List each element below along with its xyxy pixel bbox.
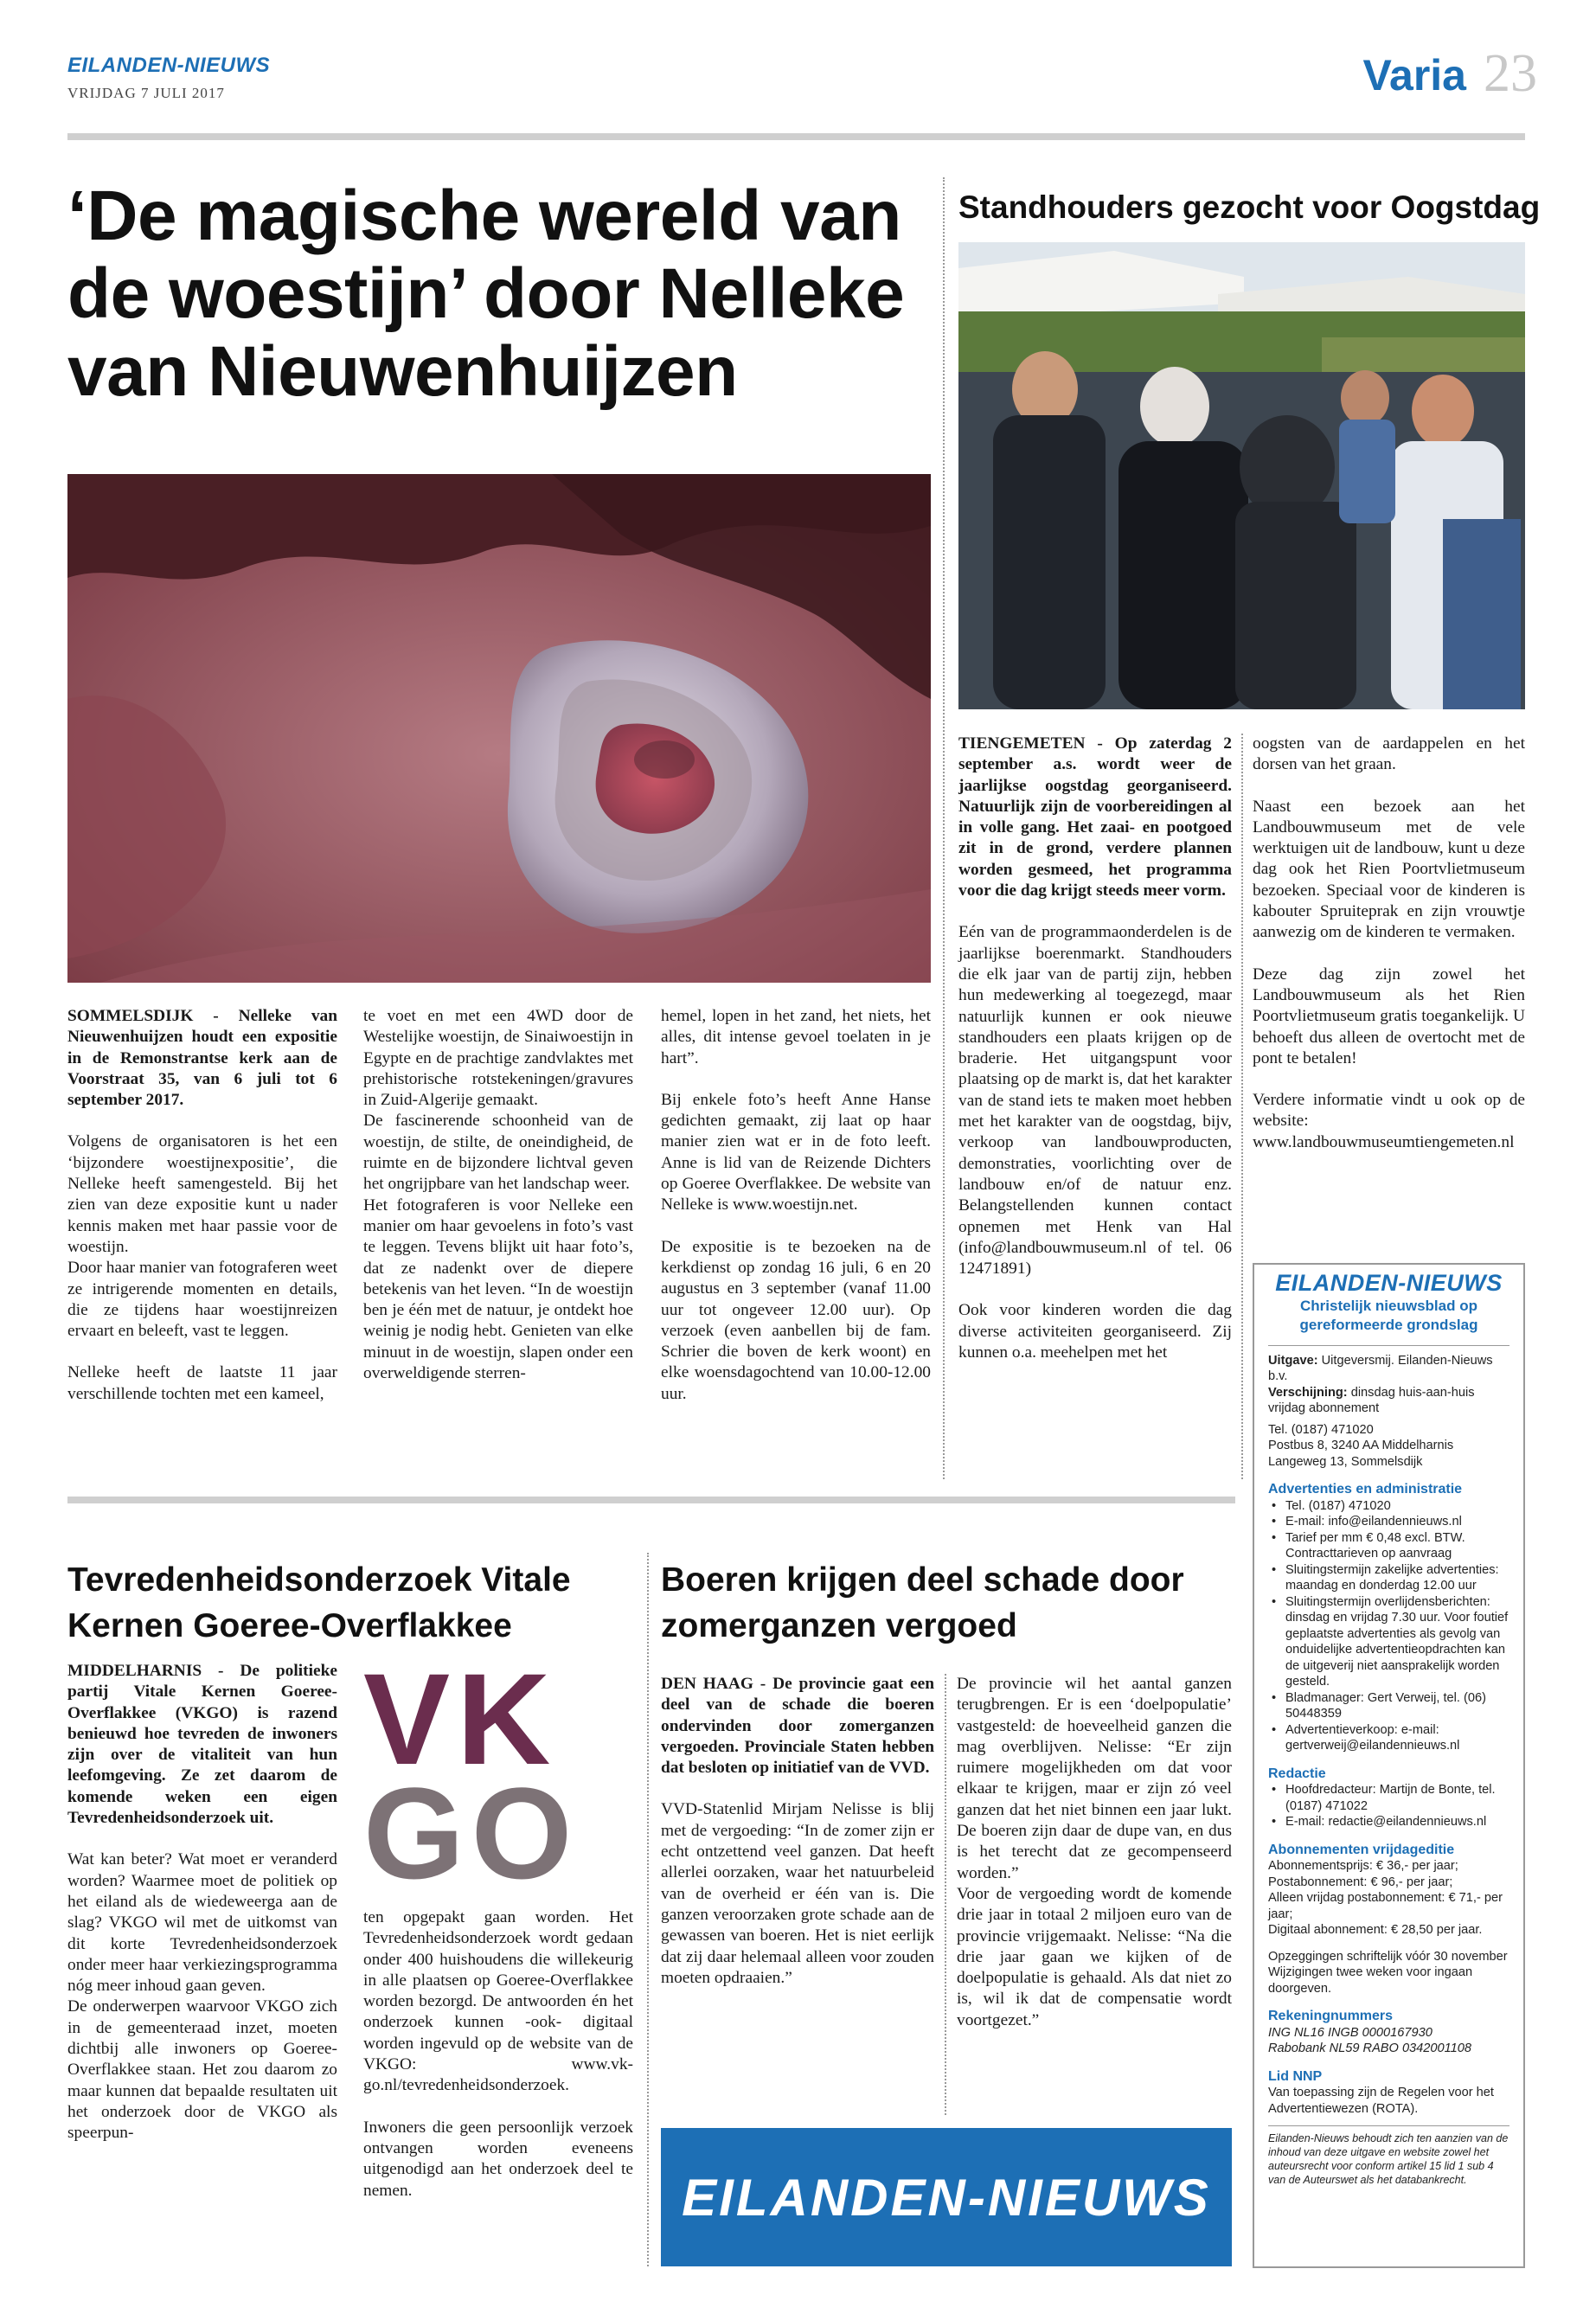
list-item: • Sluitingstermijn overlijdensberichten: dinsdag en vrijdag 7.30 uur. Voor foutief geplaatste advertenties als gevolg van onduidelijke advertentieopdrachten kan de uitgeverij niet aansprakelijk worden gesteld. bbox=[1268, 1594, 1509, 1690]
label: Uitgave: bbox=[1268, 1353, 1318, 1368]
vkgo-logo-top: VK bbox=[363, 1646, 558, 1791]
paragraph: De expositie is te bezoeken na de kerkdienst op zondag 16 juli, 6 en 20 augustus en 3 september (vanaf 11.00 uur tot ongeveer 12.00 uur). Op verzoek (even aanbellen bij de fam. Schrier die boven de kerk woont) en elke woensdagochtend van 10.00-12.00 uur. bbox=[661, 1237, 931, 1403]
list-item: • E-mail: info@eilandennieuws.nl bbox=[1268, 1514, 1509, 1530]
paragraph: De provincie wil het aantal ganzen terugbrengen. Er is een ‘doelpopulatie’ vastgesteld: de hoeveelheid ganzen die mag overblijven. Nelisse: “Er zijn ruimere mogelijkheden om dat voor elkaar te krijgen, maar er zijn zó veel ganzen dat het niet binnen een jaar lukt. De boeren zijn daar de dupe van, en dus is het terecht dat ze gecompenseerd worden.” bbox=[957, 1675, 1232, 1882]
paragraph: oogsten van de aardappelen en het dorsen van het graan. bbox=[1253, 734, 1525, 774]
list-item: • Sluitingstermijn zakelijke advertenties: maandag en donderdag 12.00 uur bbox=[1268, 1562, 1509, 1594]
section-rule bbox=[67, 1497, 1235, 1503]
paragraph: Voor de vergoeding wordt de komende drie jaar in totaal 2 miljoen euro van de provincie vrijgemaakt. Nelisse: “Na die drie jaar gaan we kijken of de doelpopulatie is gehaald. Als dat niet zo is, wil ik dat de compensatie wordt voortgezet.” bbox=[957, 1884, 1232, 2029]
paragraph: Door haar manier van fotograferen weet ze intrigerende momenten en details, die ze tijdens haar woestijnreizen ervaart en beleeft, vast te leggen. bbox=[67, 1259, 337, 1341]
article-oogstdag-title: Standhouders gezocht voor Oogstdag bbox=[958, 189, 1541, 225]
colophon-tagline: Christelijk nieuwsblad op gereformeerde grondslag bbox=[1299, 1297, 1478, 1333]
paragraph: Volgens de organisatoren is het een ‘bijzondere woestijnexpositie’, die Nelleke heeft samengesteld. Bij het zien van deze expositie kunt u nader kennis maken met haar passie voor de woestijn. bbox=[67, 1132, 337, 1256]
section-heading: Abonnementen vrijdageditie bbox=[1268, 1842, 1455, 1857]
list-item: • E-mail: redactie@eilandennieuws.nl bbox=[1268, 1814, 1509, 1830]
article-vkgo-title: Tevredenheidsonderzoek Vitale Kernen Goeree-Overflakkee bbox=[67, 1561, 571, 1644]
paragraph: Ook voor kinderen worden die dag diverse activiteiten georganiseerd. Zij kunnen o.a. meehelpen met het bbox=[958, 1301, 1232, 1362]
article-vkgo-lead: MIDDELHARNIS - De politieke partij Vitale Kernen Goeree-Overflakkee (VKGO) is razend benieuwd hoe tevreden de inwoners zijn over de vitaliteit van hun leefomgeving. Ze zet daarom de komende weken een eigen Tevredenheidsonderzoek uit. bbox=[67, 1662, 337, 1828]
header-rule bbox=[67, 133, 1525, 140]
column-divider bbox=[943, 177, 945, 1479]
value: dinsdag huis-aan-huis vrijdag abonnement bbox=[1268, 1385, 1475, 1415]
opzegging-text: Opzeggingen schriftelijk vóór 30 november Wijzigingen twee weken voor ingaan doorgeven. bbox=[1268, 1949, 1508, 1996]
article-vkgo-lead-col bbox=[67, 1661, 337, 2144]
article-oogstdag-lead: TIENGEMETEN - Op zaterdag 2 september a.s. wordt weer de jaarlijkse oogstdag georganiseerd. Natuurlijk zijn de voorbereidingen al in volle gang. Het zaai- en pootgoed zit in de grond, verdere plannen worden gesmeed, het programma voor die dag krijgt steeds meer vorm. bbox=[958, 734, 1232, 901]
paragraph: Eén van de programmaonderdelen is de jaarlijkse boerenmarkt. Standhouders die elk jaar van de partij zijn, hebben hun medewerking al toegezegd, maar natuurlijk kunnen er ook nieuwe standhouders een plaats krijgen op de braderie. Het uitgangspunt voor plaatsing op de markt is, dat het karakter van de stand iets te maken moet hebben met het karakter van de oogstdag, bijv, verkoop van landbouwproducten, demonstraties, voorlichting over de landbouw en/of de natuur enz. Belangstellenden kunnen contact opnemen met Henk van Hal (info@landbouwmuseum.nl of tel. 06 12471891) bbox=[958, 923, 1232, 1279]
nnp-text: Van toepassing zijn de Regelen voor het Advertentiewezen (ROTA). bbox=[1268, 2086, 1494, 2116]
adv-list bbox=[1268, 1498, 1509, 1754]
paragraph: De fascinerende schoonheid van de woestijn, de stilte, de oneindigheid, de ruimte en de bijzondere lichtval geven het ongrijpbare van het landschap weer. bbox=[363, 1112, 633, 1194]
market-crowd-photo bbox=[958, 242, 1525, 709]
paragraph: Inwoners die geen persoonlijk verzoek ontvangen worden eveneens uitgenodigd aan het onderzoek deel te nemen. bbox=[363, 2118, 633, 2200]
list-item: • Advertentieverkoop: e-mail: gertverweij@eilandennieuws.nl bbox=[1268, 1722, 1509, 1754]
paragraph: De onderwerpen waarvoor VKGO zich in de gemeenteraad inzet, moeten dichtbij alle inwoners op Goeree-Overflakkee staan. Het zou daarom zo maar kunnen dat bepaalde resultaten uit het onderzoek door de VKGO als speerpun- bbox=[67, 1997, 337, 2143]
paragraph: VVD-Statenlid Mirjam Nelisse is blij met de vergoeding: “In de zomer zijn er echt ontzettend veel ganzen. Dat heeft allerlei oorzaken, waar het natuurbeleid van de overheid er één van is. Die ganzen veroorzaken grote schade aan de gewassen van boeren. Het is niet eerlijk dat zij daar helemaal alleen voor zouden moeten opdraaien.” bbox=[661, 1800, 934, 1987]
article-desert-title: ‘De magische wereld van de woestijn’ door Nelleke van Nieuwenhuijzen bbox=[67, 176, 905, 411]
article-ganzen-title: Boeren krijgen deel schade door zomerganzen vergoed bbox=[661, 1561, 1184, 1644]
masthead-logo: EILANDEN-NIEUWS bbox=[67, 54, 271, 77]
label: Verschijning: bbox=[1268, 1385, 1348, 1400]
section-title: Varia bbox=[1362, 51, 1466, 99]
column-divider bbox=[647, 1553, 649, 2266]
list-item: • Bladmanager: Gert Verweij, tel. (06) 50448359 bbox=[1268, 1690, 1509, 1722]
article-desert-col2 bbox=[363, 1006, 633, 1384]
abo-line: Postabonnement: € 96,- per jaar; bbox=[1268, 1875, 1453, 1889]
column-divider bbox=[945, 1674, 946, 2115]
abo-line: Alleen vrijdag postabonnement: € 71,- per jaar; bbox=[1268, 1891, 1503, 1921]
rek-line: Rabobank NL59 RABO 0342001108 bbox=[1268, 2041, 1472, 2055]
paragraph: Naast een bezoek aan het Landbouwmuseum met de vele werktuigen uit de landbouw, kunt u deze dag ook het Rien Poortvlietmuseum bezoeken. Speciaal voor de kinderen is kabouter Spruiteprak en zijn vrouwtje aanwezig om de kinderen te vermaken. bbox=[1253, 797, 1525, 942]
vkgo-logo bbox=[363, 1646, 631, 1906]
paragraph: Verdere informatie vindt u ook op de website: www.landbouwmuseumtiengemeten.nl bbox=[1253, 1091, 1525, 1151]
article-desert-col1 bbox=[67, 1006, 337, 1405]
article-desert-lead: SOMMELSDIJK - Nelleke van Nieuwenhuijzen houdt een expositie in de Remonstrantse kerk aan de Voorstraat 35, van 6 juli tot 6 september 2017. bbox=[67, 1007, 337, 1110]
vkgo-logo-bottom: GO bbox=[363, 1760, 580, 1906]
colophon-logo: EILANDEN-NIEUWS bbox=[1275, 1270, 1503, 1296]
paragraph: ten opgepakt gaan worden. Het Tevredenheidsonderzoek wordt gedaan onder 400 huishoudens die willekeurig in alle plaatsen op Goeree-Overflakkee worden bezorgd. De antwoorden én het onderzoek kunnen -ook- digitaal worden ingevuld op de website van de VKGO: www.vk-go.nl/tevredenheidsonderzoek. bbox=[363, 1908, 633, 2095]
issue-date: VRIJDAG 7 JULI 2017 bbox=[67, 85, 225, 101]
section-heading: Lid NNP bbox=[1268, 2068, 1323, 2084]
paragraph: hemel, lopen in het zand, het niets, het alles, dit intense gevoel toelaten in je hart”. bbox=[661, 1007, 931, 1067]
section-heading: Advertenties en administratie bbox=[1268, 1482, 1463, 1497]
article-ganzen-col1 bbox=[661, 1674, 934, 1989]
colophon-tel: Tel. (0187) 471020 bbox=[1268, 1422, 1374, 1437]
paragraph: Nelleke heeft de laatste 11 jaar verschillende tochten met een kameel, bbox=[67, 1363, 337, 1403]
colophon-box bbox=[1253, 1263, 1525, 2268]
article-vkgo-col2 bbox=[363, 1907, 633, 2202]
redactie-list bbox=[1268, 1782, 1509, 1830]
abo-line: Abonnementsprijs: € 36,- per jaar; bbox=[1268, 1859, 1458, 1873]
rek-line: ING NL16 INGB 0000167930 bbox=[1268, 2025, 1433, 2040]
section-heading: Rekeningnummers bbox=[1268, 2009, 1394, 2023]
abo-line: Digitaal abonnement: € 28,50 per jaar. bbox=[1268, 1923, 1483, 1937]
paragraph: Het fotograferen is voor Nelleke een manier om haar gevoelens in foto’s vast te leggen. Tevens blijkt uit haar foto’s, dat ze nadenkt over de diepere betekenis van het leven. “In de woestijn ben je één met de natuur, je ontdekt hoe weinig je nodig hebt. Genieten van elke minuut in de woestijn, slapen onder een overweldigende sterren- bbox=[363, 1195, 633, 1383]
colophon-postbus: Postbus 8, 3240 AA Middelharnis bbox=[1268, 1439, 1454, 1452]
list-item: • Hoofdredacteur: Martijn de Bonte, tel. (0187) 471022 bbox=[1268, 1782, 1509, 1814]
value: Uitgeversmij. Eilanden-Nieuws b.v. bbox=[1268, 1353, 1493, 1383]
eilanden-nieuws-banner bbox=[661, 2128, 1232, 2266]
paragraph: Wat kan beter? Wat moet er veranderd worden? Waarmee moet de politiek op het eiland als de wiedeweerga aan de slag? VKGO wil met de uitkomst van dit korte Tevredenheidsonderzoek onder meer haar verkiezingsprogramma nóg meer inhoud gaan geven. bbox=[67, 1850, 337, 1996]
colophon-adres: Langeweg 13, Sommelsdijk bbox=[1268, 1454, 1423, 1469]
paragraph: Bij enkele foto’s heeft Anne Hanse gedichten gemaakt, zij laat op haar manier zien wat er in de foto leeft. Anne is lid van de Reizende Dichters op Goeree Overflakkee. De website van Nelleke is www.woestijn.net. bbox=[661, 1090, 931, 1215]
list-item: • Tarief per mm € 0,48 excl. BTW. Contracttarieven op aanvraag bbox=[1268, 1530, 1509, 1562]
paragraph: Deze dag zijn zowel het Landbouwmuseum als het Rien Poortvlietmuseum gratis toegankelijk. U behoeft dus alleen de overtocht met de pont te betalen! bbox=[1253, 965, 1525, 1067]
banner-text: EILANDEN-NIEUWS bbox=[682, 2168, 1211, 2227]
section-heading: Redactie bbox=[1268, 1766, 1326, 1781]
column-divider bbox=[1241, 734, 1243, 1479]
rights-text: Eilanden-Nieuws behoudt zich ten aanzien van de inhoud van deze uitgave en website zowel het auteursrecht voor conform artikel 15 lid 1 sub 4 van de Auteurswet als het databankrecht. bbox=[1268, 2132, 1509, 2186]
page-number: 23 bbox=[1484, 44, 1537, 103]
desert-rock-photo bbox=[67, 474, 931, 983]
paragraph: te voet en met een 4WD door de Westelijke woestijn, de Sinaiwoestijn in Egypte en de prachtige zandvlaktes met prehistorische rotstekeningen/gravures in Zuid-Algerije gemaakt. bbox=[363, 1007, 633, 1110]
list-item: • Tel. (0187) 471020 bbox=[1268, 1498, 1509, 1515]
article-oogstdag-col1 bbox=[958, 734, 1232, 1363]
article-oogstdag-col2 bbox=[1253, 734, 1525, 1153]
article-desert-col3 bbox=[661, 1006, 931, 1405]
article-ganzen-lead: DEN HAAG - De provincie gaat een deel van de schade die boeren ondervinden door zomerganzen vergoeden. Provinciale Staten hebben dat besloten op initiatief van de VVD. bbox=[661, 1675, 934, 1778]
article-ganzen-col2 bbox=[957, 1674, 1232, 2031]
